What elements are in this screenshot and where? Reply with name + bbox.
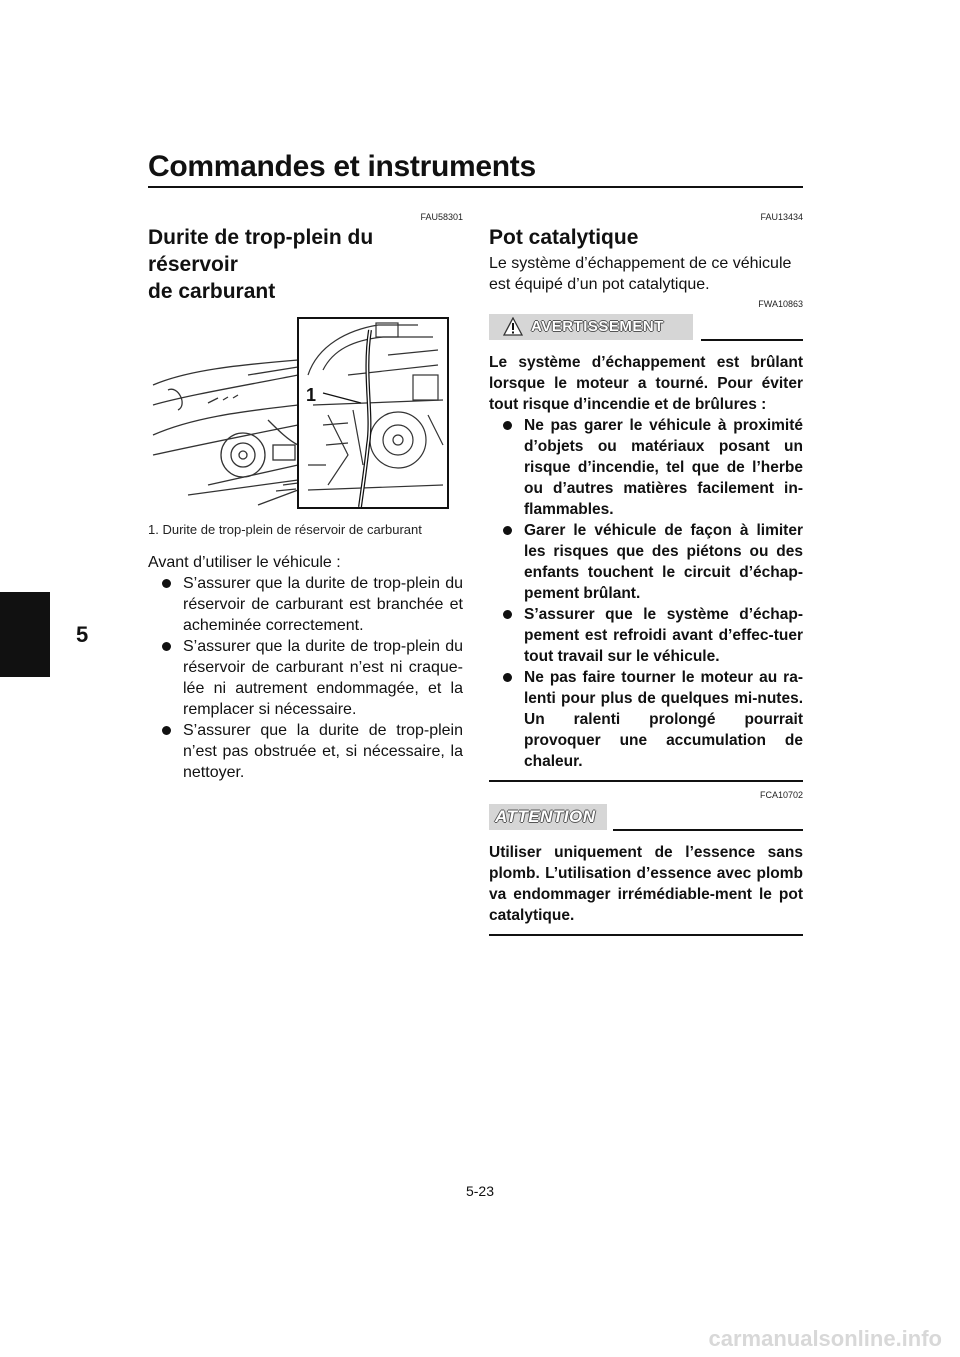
bullet-icon <box>162 642 171 651</box>
warning-header <box>489 314 803 344</box>
warning-badge <box>489 314 693 340</box>
list-item: Ne pas garer le véhicule à proximité d’objets ou matériaux posant un risque d’incendie, tel que de l’herbe ou d’autres matières facilement in-flammables. <box>489 415 803 520</box>
list-item: S’assurer que la durite de trop-plein n’est pas obstruée et, si nécessaire, la nettoyer. <box>148 720 463 783</box>
attention-rule <box>613 829 803 831</box>
list-item: S’assurer que la durite de trop-plein du réservoir de carburant est branchée et acheminée correctement. <box>148 573 463 636</box>
intro-text: Avant d’utiliser le véhicule : <box>148 554 341 571</box>
attention-badge <box>489 804 607 830</box>
warning-triangle-icon <box>503 317 523 336</box>
right-column <box>489 212 803 936</box>
warning-end-rule <box>489 780 803 782</box>
figure-caption: 1. Durite de trop-plein de réservoir de carburant <box>148 522 422 537</box>
attention-header <box>489 804 803 832</box>
section-title <box>148 224 463 305</box>
figure-callout: 1 <box>306 385 317 405</box>
chapter-tab <box>0 592 50 677</box>
motorcycle-illustration <box>148 315 463 515</box>
warning-code: FWA10863 <box>758 299 803 309</box>
header-rule <box>148 186 803 188</box>
list-item: Ne pas faire tourner le moteur au ra-lenti pour plus de quelques mi-nutes. Un ralenti prolongé pourrait provoquer une accumulation de chaleur. <box>489 667 803 772</box>
section-title-line1: Durite de trop-plein du réservoir <box>148 226 374 276</box>
list-item: S’assurer que le système d’échap-pement est refroidi avant d’effec-tuer tout travail sur le véhicule. <box>489 604 803 667</box>
list-item: Garer le véhicule de façon à limiter les risques que des piétons ou des enfants touchent le circuit d’échap-pement brûlant. <box>489 520 803 604</box>
bullet-icon <box>162 726 171 735</box>
watermark: carmanualsonline.info <box>708 1326 942 1351</box>
chapter-number: 5 <box>76 622 89 647</box>
warning-rule <box>701 339 803 341</box>
bullet-icon <box>503 526 512 535</box>
list-item: S’assurer que la durite de trop-plein du réservoir de carburant n’est ni craque-lée ni autrement endommagée, et la remplacer si nécessaire. <box>148 636 463 720</box>
overflow-hose-figure <box>148 315 463 515</box>
bullet-icon <box>162 579 171 588</box>
bullet-icon <box>503 610 512 619</box>
section-code: FAU13434 <box>760 212 803 222</box>
warning-list <box>489 415 803 772</box>
page-number: 5-23 <box>465 1183 495 1199</box>
section-title: Pot catalytique <box>489 226 639 249</box>
page-title: Commandes et instruments <box>148 150 536 183</box>
left-column <box>148 212 463 783</box>
intro-text: Le système d’échappement de ce véhicule est équipé d’un pot catalytique. <box>489 255 792 293</box>
attention-end-rule <box>489 934 803 936</box>
bullet-icon <box>503 673 512 682</box>
checklist <box>148 573 463 783</box>
section-title-line2: de carburant <box>148 280 276 303</box>
warning-text: Le système d’échappement est brûlant lorsque le moteur a tourné. Pour éviter tout risque d’incendie et de brûlures : <box>489 354 803 413</box>
attention-label: ATTENTION <box>495 807 596 826</box>
attention-text: Utiliser uniquement de l’essence sans plomb. L’utilisation d’essence avec plomb va endommager irrémédiable-ment le pot catalytique. <box>489 844 803 924</box>
bullet-icon <box>503 421 512 430</box>
section-code: FAU58301 <box>420 212 463 222</box>
attention-code: FCA10702 <box>759 790 803 800</box>
warning-label: AVERTISSEMENT <box>531 318 664 335</box>
